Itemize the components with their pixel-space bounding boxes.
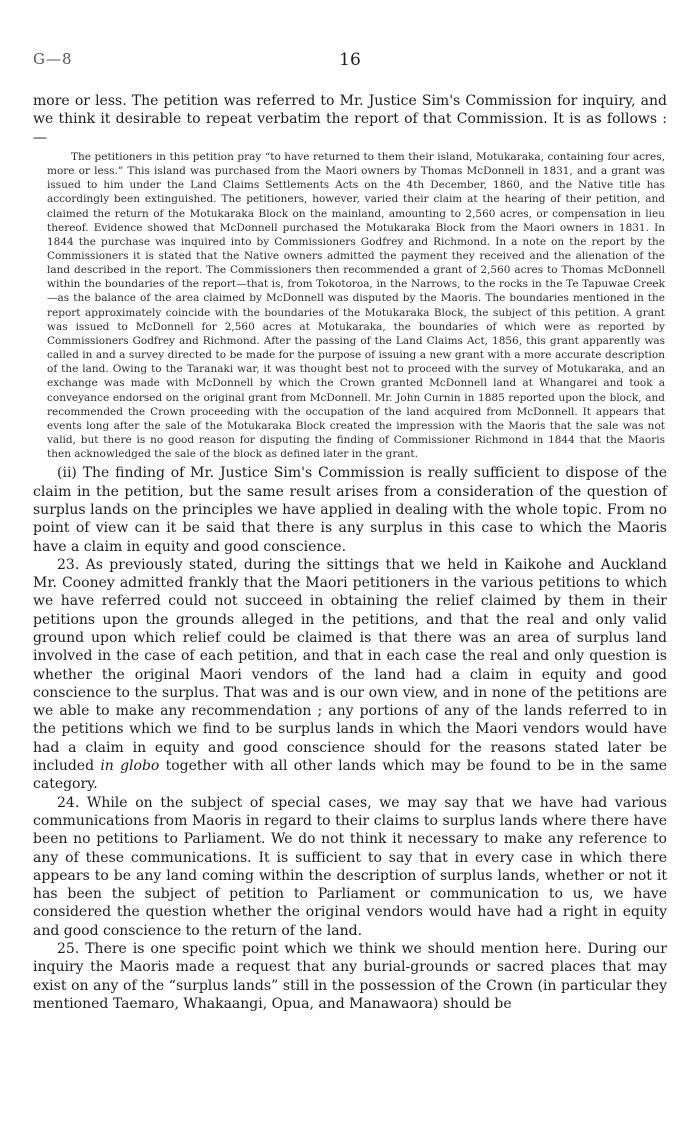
page-header [33, 50, 667, 74]
paragraph-23-text-end: together with all other lands which may be found to be in the same category. [33, 758, 668, 793]
paragraph-23 [33, 556, 667, 794]
page-number: 16 [339, 50, 361, 70]
paragraph-ii: (ii) The finding of Mr. Justice Sim's Commission is really sufficient to dispose of the claim in the petition, but the same result arises from a consideration of the question of surplus lands on the principles we have applied in dealing with the whole topic. From no point of view can it be said that there is any surplus in this case to which the Maoris have a claim in equity and good conscience. [33, 465, 667, 555]
paragraph-25: 25. There is one specific point which we think we should mention here. During our inquiry the Maoris made a request that any burial-grounds or sacred places that may exist on any of the “surplus lands” still in the possession of the Crown (in particular they mentioned Taemaro, Whakaangi, Opua, and Manawaora) should be [33, 941, 667, 1012]
paragraph-23-italic: in globo [100, 758, 160, 775]
commission-report-quote: The petitioners in this petition pray “to have returned to them their island, Motukaraka, containing four acres, more or less.” This island was purchased from the Maori owners by Thomas McDonnell in 1831, and a grant was issued to him under the Land Claims Settlements Acts on the 4th December, 1860, and the Native title has accordingly been extinguished. The petitioners, however, varied their claim at the hearing of their petition, and claimed the return of the Motukaraka Block on the mainland, amounting to 2,560 acres, or compensation in lieu thereof. Evidence showed that McDonnell purchased the Motukaraka Block from the Maori owners in 1831. In 1844 the purchase was inquired into by Commissioners Godfrey and Richmond. In a note on the report by the Commissioners it is stated that the Native owners admitted the payment they received and the alienation of the land described in the report. The Commissioners then recommended a grant of 2,560 acres to Thomas McDonnell within the boundaries of the report—that is, from Tokotoroa, in the Narrows, to the rocks in the Te Tapuwae Creek—as the balance of the area claimed by McDonnell was disputed by the Maoris. The boundaries mentioned in the report approximately coincide with the boundaries of the Motukaraka Block, the subject of this petition. A grant was issued to McDonnell for 2,560 acres at Motukaraka, the boundaries of which were as reported by Commissioners Godfrey and Richmond. After the passing of the Land Claims Act, 1856, this grant apparently was called in and a survey directed to be made for the purpose of issuing a new grant with a more accurate description of the land. Owing to the Taranaki war, it was thought best not to proceed with the survey of Motukaraka, and an exchange was made with McDonnell by which the Crown granted McDonnell land at Whangarei and took a conveyance endorsed on the original grant from McDonnell. Mr. John Curnin in 1885 reported upon the block, and recommended the Crown proceeding with the occupation of the land acquired from McDonnell. It appears that events long after the sale of the Motukaraka Block created the impression with the Maoris that the sale was not valid, but there is no good reason for disputing the finding of Commissioner Richmond in 1844 that the Maoris then acknowledged the sale of the block as defined later in the grant. [47, 150, 665, 461]
paragraph-23-text: 23. As previously stated, during the sittings that we held in Kaikohe and Auckland Mr. Cooney admitted frankly that the Maori petitioners in the various petitions to which we have referred could not succeed in obtaining the relief claimed by them in their petitions upon the grounds alleged in the petitions, and that the real and only valid ground upon which relief could be claimed is that there was an area of surplus land involved in the case of each petition, and that in each case the real and only question is whether the original Maori vendors of the land had a claim in equity and good conscience to the surplus. That was and is our own view, and in none of the petitions are we able to make any recommendation ; any portions of any of the lands referred to in the petitions which we find to be surplus lands in which the Maori vendors would have had a claim in equity and good conscience should for the reasons stated later be included [33, 556, 667, 775]
intro-paragraph: more or less. The petition was referred to Mr. Justice Sim's Commission for inquiry, and we think it desirable to repeat verbatim the report of that Commission. It is as follows :— [33, 93, 667, 146]
document-reference: G—8 [33, 50, 73, 68]
paragraph-24: 24. While on the subject of special cases, we may say that we have had various communications from Maoris in regard to their claims to surplus lands where there have been no petitions to Parliament. We do not think it necessary to make any reference to any of these communications. It is sufficient to say that in every case in which there appears to be any land coming within the description of surplus lands, whether or not it has been the subject of petition to Parliament or communication to us, we have considered the question whether the original vendors would have had a right in equity and good conscience to the return of the land. [33, 794, 667, 939]
page-body [33, 92, 667, 1013]
